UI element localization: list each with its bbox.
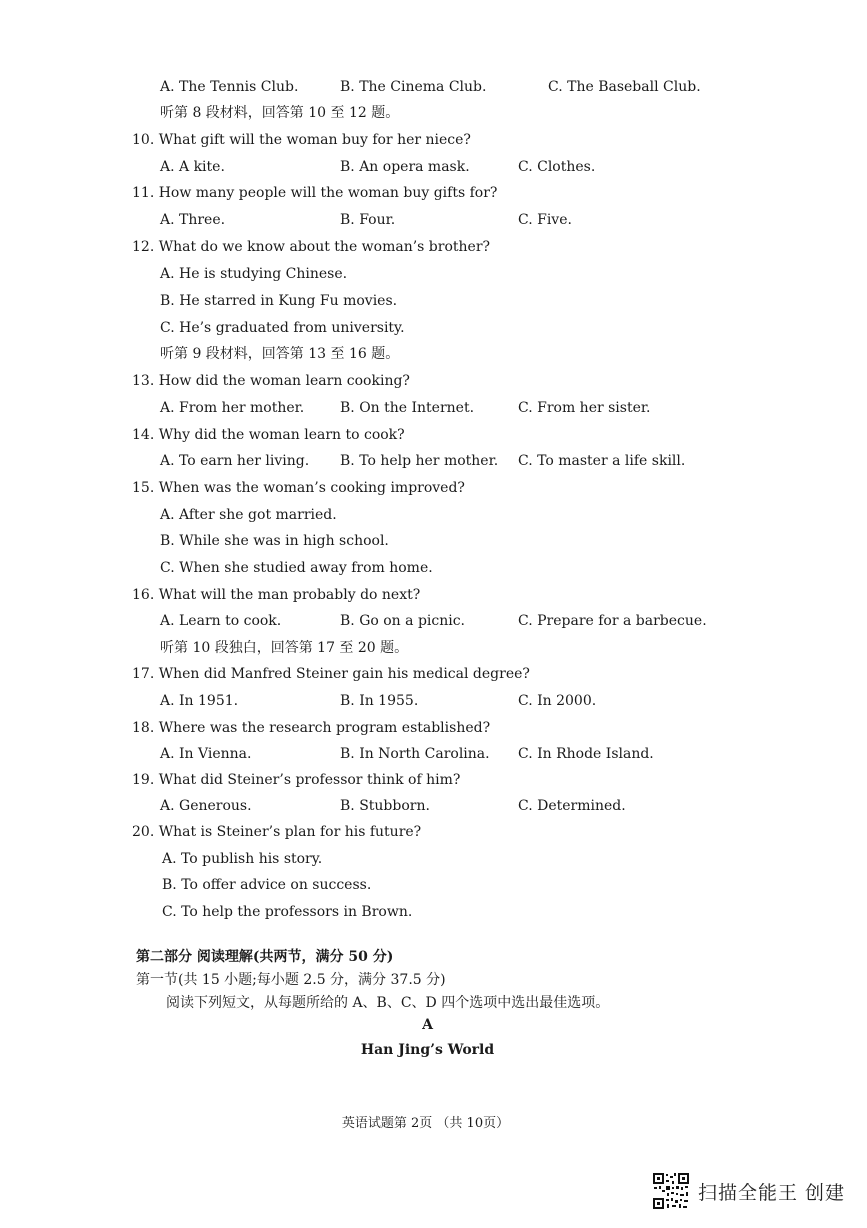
q10-option-c: C. Clothes. [518,159,596,175]
q20-option-c: C. To help the professors in Brown. [162,904,413,920]
q14-option-b: B. To help her mother. [340,453,499,469]
q10-option-b: B. An opera mask. [340,159,470,175]
q16-option-b: B. Go on a picnic. [340,613,466,629]
q16-stem: 16. What will the man probably do next? [132,587,421,603]
q14-option-a: A. To earn her living. [160,453,310,469]
q11-option-c: C. Five. [518,212,572,228]
q13-option-c: C. From her sister. [518,400,651,416]
q11-option-b: B. Four. [340,212,396,228]
q12-option-a: A. He is studying Chinese. [160,266,348,282]
q18-option-a: A. In Vienna. [160,746,252,762]
qr-code-icon [652,1172,690,1210]
q18-option-b: B. In North Carolina. [340,746,490,762]
q14-stem: 14. Why did the woman learn to cook? [132,427,405,443]
q10-option-a: A. A kite. [160,159,225,175]
q11-option-a: A. Three. [160,212,226,228]
q17-option-c: C. In 2000. [518,693,597,709]
q18-option-c: C. In Rhode Island. [518,746,654,762]
q19-option-c: C. Determined. [518,798,626,814]
q14-option-c: C. To master a life skill. [518,453,686,469]
q13-stem: 13. How did the woman learn cooking? [132,373,410,389]
part-2-title: 第二部分 阅读理解(共两节，满分 50 分) [136,949,394,965]
q20-option-a: A. To publish his story. [162,851,323,867]
reading-instructions: 阅读下列短文，从每题所给的 A、B、C、D 四个选项中选出最佳选项。 [166,995,610,1011]
q12-stem: 12. What do we know about the woman’s brother? [132,239,491,255]
q9-option-b: B. The Cinema Club. [340,79,487,95]
q18-stem: 18. Where was the research program established? [132,720,491,736]
q20-option-b: B. To offer advice on success. [162,877,372,893]
q17-option-a: A. In 1951. [160,693,239,709]
q16-option-c: C. Prepare for a barbecue. [518,613,707,629]
page-footer: 英语试题第 2页 （共 10页） [341,1116,510,1131]
section-8-instruction: 听第 8 段材料，回答第 10 至 12 题。 [160,105,400,121]
q19-option-a: A. Generous. [160,798,252,814]
q10-stem: 10. What gift will the woman buy for her niece? [132,132,471,148]
q20-stem: 20. What is Steiner’s plan for his future? [132,824,422,840]
q15-option-a: A. After she got married. [160,507,337,523]
q17-option-b: B. In 1955. [340,693,419,709]
scanner-watermark [652,1172,845,1210]
q12-option-c: C. He’s graduated from university. [160,320,405,336]
watermark-text: 扫描全能王 创建 [698,1181,846,1204]
q15-stem: 15. When was the woman’s cooking improved? [132,480,465,496]
section-10-instruction: 听第 10 段独白，回答第 17 至 20 题。 [160,640,409,656]
q19-stem: 19. What did Steiner’s professor think of him? [132,772,461,788]
q15-option-b: B. While she was in high school. [160,533,389,549]
section-9-instruction: 听第 9 段材料，回答第 13 至 16 题。 [160,346,400,362]
passage-letter: A [422,1017,433,1033]
section-1-title: 第一节(共 15 小题;每小题 2.5 分，满分 37.5 分) [136,972,446,988]
q9-option-a: A. The Tennis Club. [160,79,299,95]
q17-stem: 17. When did Manfred Steiner gain his medical degree? [132,666,530,682]
q11-stem: 11. How many people will the woman buy gifts for? [132,185,498,201]
q9-option-c: C. The Baseball Club. [548,79,701,95]
q13-option-b: B. On the Internet. [340,400,475,416]
q19-option-b: B. Stubborn. [340,798,430,814]
passage-title: Han Jing’s World [360,1042,495,1058]
q12-option-b: B. He starred in Kung Fu movies. [160,293,398,309]
q13-option-a: A. From her mother. [160,400,305,416]
q16-option-a: A. Learn to cook. [160,613,282,629]
q15-option-c: C. When she studied away from home. [160,560,433,576]
